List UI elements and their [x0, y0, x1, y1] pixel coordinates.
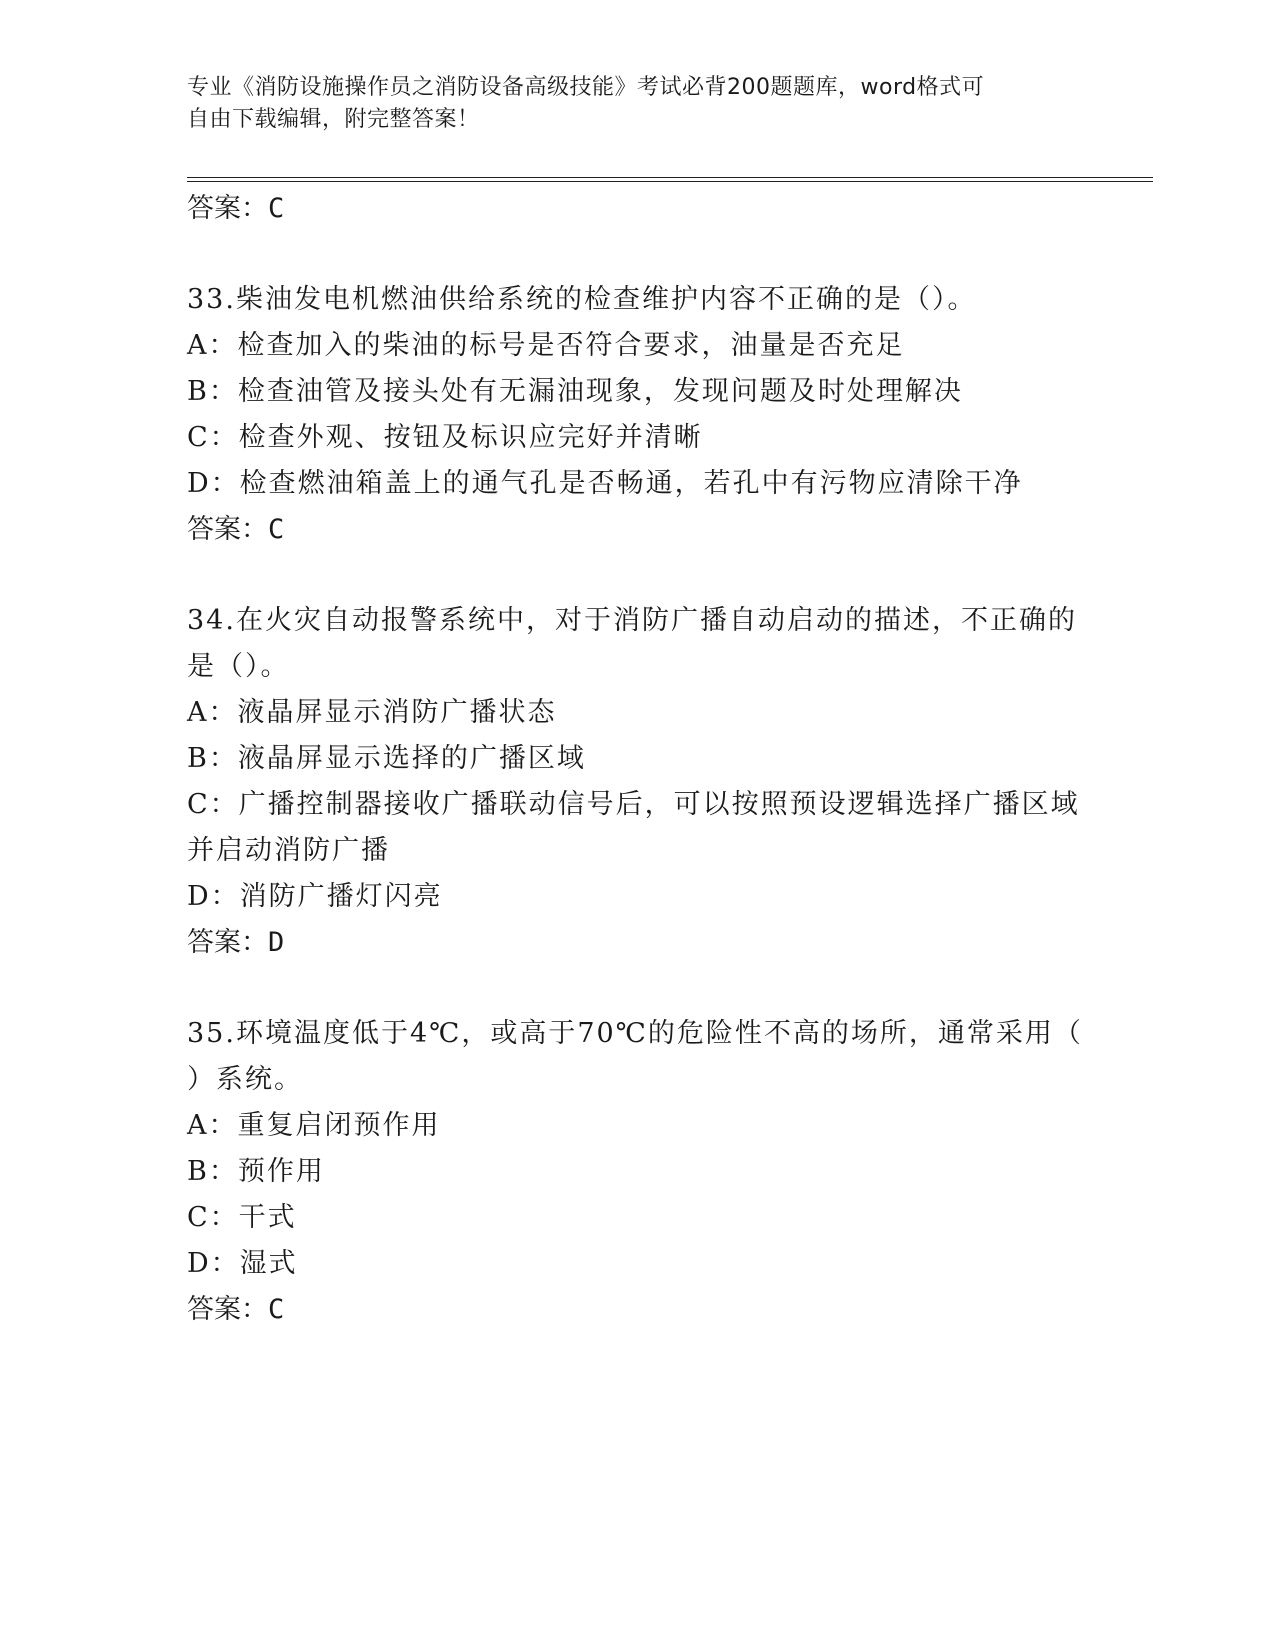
answer-option-line: A：重复启闭预作用 — [187, 1110, 441, 1141]
question-stem-line: ）系统。 — [187, 1064, 303, 1095]
answer-value: D — [268, 927, 285, 958]
answer-line — [187, 1287, 1087, 1333]
answer-option-line: D：消防广播灯闪亮 — [187, 881, 443, 912]
answer-label: 答案： — [187, 1294, 268, 1325]
answer-line — [187, 920, 1087, 966]
answer-label: 答案： — [187, 193, 268, 224]
question-block — [187, 1011, 1087, 1333]
answer-option-line: B：液晶屏显示选择的广播区域 — [187, 743, 586, 774]
answer-option-line: A：液晶屏显示消防广播状态 — [187, 697, 557, 728]
answer-option-line: A：检查加入的柴油的标号是否符合要求，油量是否充足 — [187, 330, 905, 361]
header-divider-bottom — [187, 181, 1153, 182]
header-line-1: 专业《消防设施操作员之消防设备高级技能》考试必背200题题库，word格式可 — [187, 75, 985, 100]
answer-option-line: C：干式 — [187, 1202, 297, 1233]
question-block — [187, 277, 1087, 553]
answer-label: 答案： — [187, 927, 268, 958]
question-stem-line: 是（）。 — [187, 651, 290, 682]
answer-line — [187, 186, 1087, 232]
answer-value: C — [268, 514, 285, 545]
answer-value: C — [268, 193, 285, 224]
question-stem-line: 35.环境温度低于4℃，或高于70℃的危险性不高的场所，通常采用（ — [187, 1018, 1083, 1049]
answer-option-line: C：广播控制器接收广播联动信号后，可以按照预设逻辑选择广播区域 — [187, 789, 1080, 820]
answer-option-line: 并启动消防广播 — [187, 835, 390, 866]
question-block — [187, 598, 1087, 966]
answer-option-line: B：预作用 — [187, 1156, 325, 1187]
answer-option-line: D：湿式 — [187, 1248, 298, 1279]
answer-value: C — [268, 1294, 285, 1325]
header-line-2: 自由下载编辑，附完整答案！ — [187, 107, 480, 132]
answer-line — [187, 507, 1087, 553]
answer-label: 答案： — [187, 514, 268, 545]
question-stem-line: 33.柴油发电机燃油供给系统的检查维护内容不正确的是（）。 — [187, 284, 977, 315]
answer-option-line: B：检查油管及接头处有无漏油现象，发现问题及时处理解决 — [187, 376, 963, 407]
answer-option-line: D：检查燃油箱盖上的通气孔是否畅通，若孔中有污物应清除干净 — [187, 468, 1023, 499]
question-list — [187, 186, 1087, 1333]
question-stem-line: 34.在火灾自动报警系统中，对于消防广播自动启动的描述，不正确的 — [187, 605, 1077, 636]
answer-option-line: C：检查外观、按钮及标识应完好并清晰 — [187, 422, 703, 453]
document-header — [187, 72, 1067, 136]
header-divider-top — [187, 177, 1153, 178]
